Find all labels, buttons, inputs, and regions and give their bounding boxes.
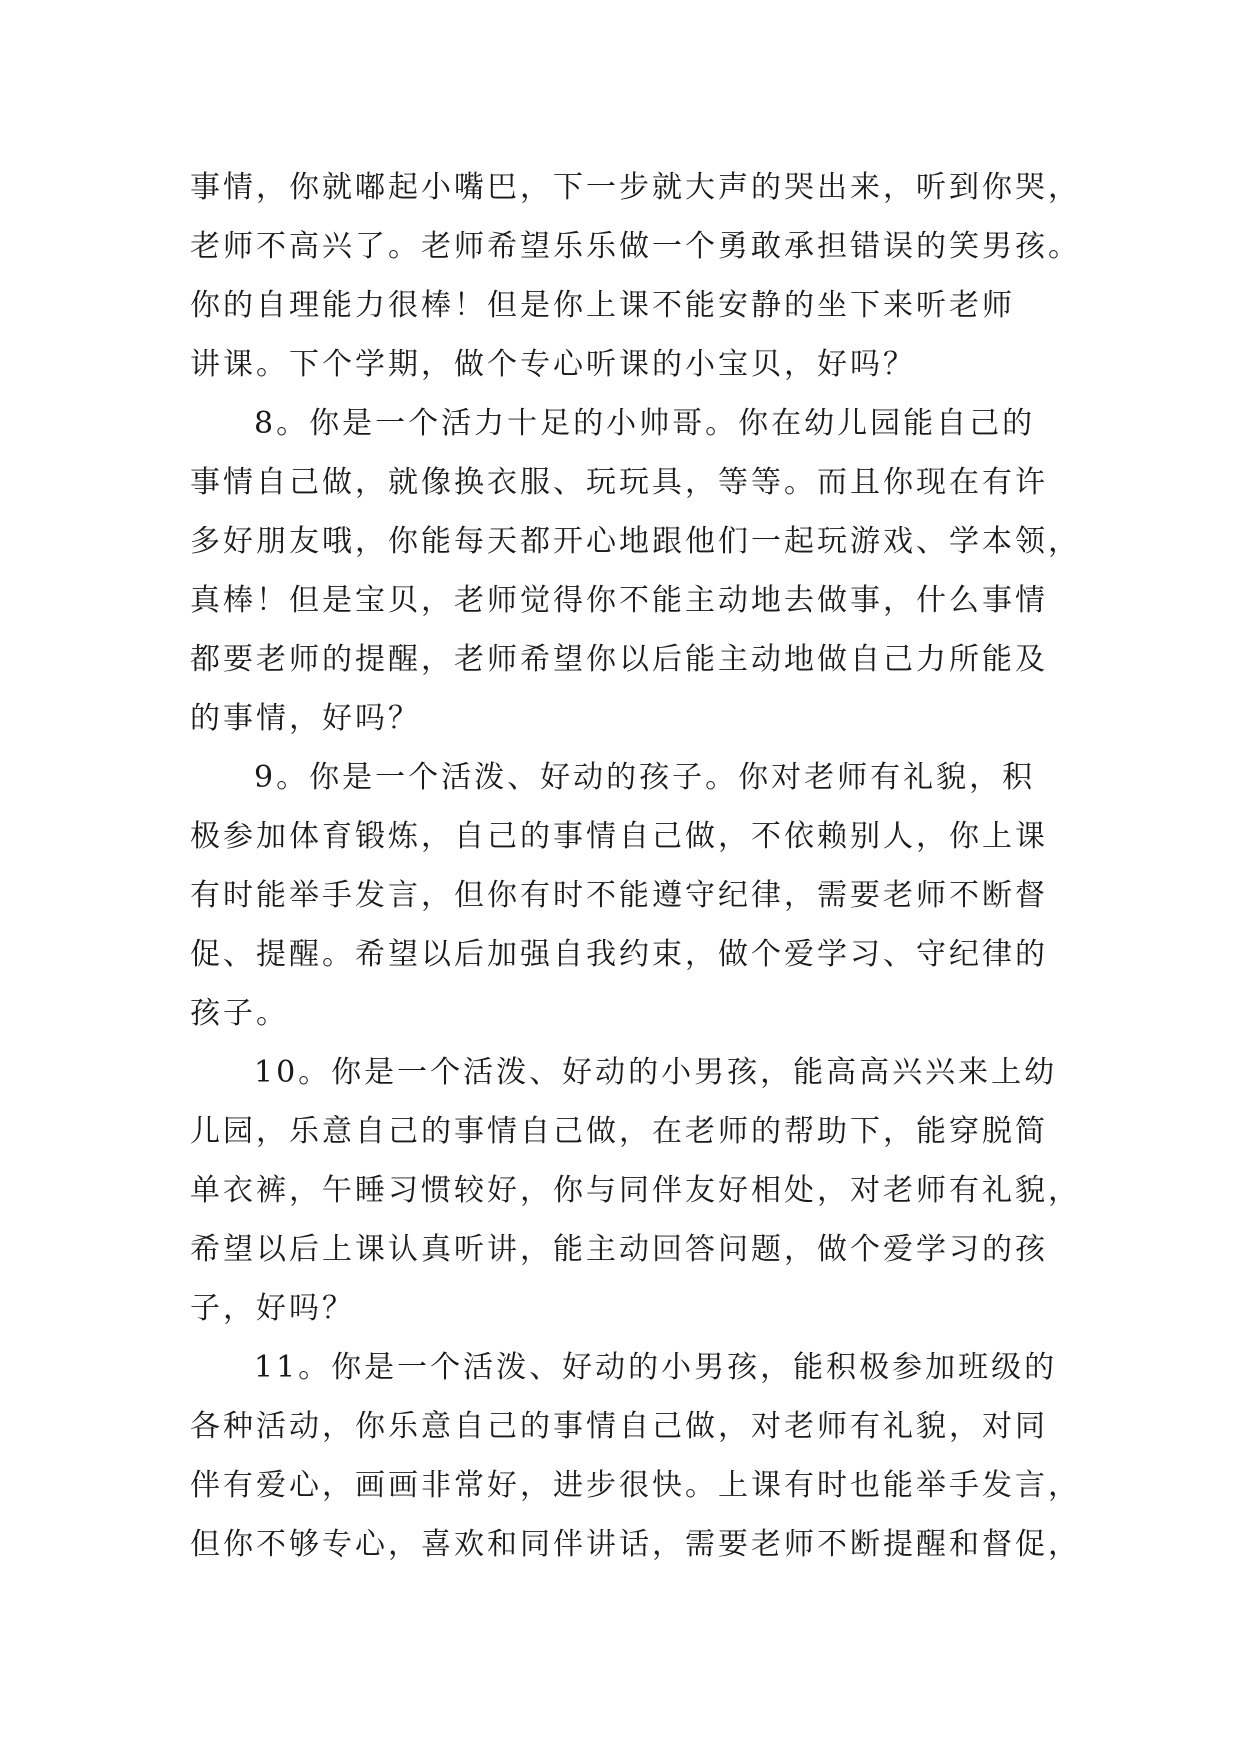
text-line: 8。你是一个活力十足的小帅哥。你在幼儿园能自己的 (254, 406, 1036, 441)
text-line: 极参加体育锻炼，自己的事情自己做，不依赖别人，你上课 (190, 819, 1048, 854)
text-line: 各种活动，你乐意自己的事情自己做，对老师有礼貌，对同 (190, 1409, 1048, 1444)
text-line: 子，好吗？ (190, 1291, 355, 1326)
text-line: 单衣裤，午睡习惯较好，你与同伴友好相处，对老师有礼貌， (190, 1173, 1081, 1208)
text-line: 多好朋友哦，你能每天都开心地跟他们一起玩游戏、学本领， (190, 524, 1081, 559)
text-line: 事情自己做，就像换衣服、玩玩具，等等。而且你现在有许 (190, 465, 1048, 500)
text-line: 儿园，乐意自己的事情自己做，在老师的帮助下，能穿脱简 (190, 1114, 1048, 1149)
text-line: 伴有爱心，画画非常好，进步很快。上课有时也能举手发言， (190, 1468, 1081, 1503)
text-line: 11。你是一个活泼、好动的小男孩，能积极参加班级的 (254, 1350, 1058, 1385)
text-line: 促、提醒。希望以后加强自我约束，做个爱学习、守纪律的 (190, 937, 1048, 972)
text-line: 孩子。 (190, 996, 289, 1031)
text-line: 但你不够专心，喜欢和同伴讲话，需要老师不断提醒和督促， (190, 1527, 1081, 1562)
text-line: 有时能举手发言，但你有时不能遵守纪律，需要老师不断督 (190, 878, 1048, 913)
text-line: 事情，你就嘟起小嘴巴，下一步就大声的哭出来，听到你哭， (190, 170, 1081, 205)
text-line: 真棒！但是宝贝，老师觉得你不能主动地去做事，什么事情 (190, 583, 1048, 618)
text-line: 的事情，好吗？ (190, 701, 421, 736)
text-line: 你的自理能力很棒！但是你上课不能安静的坐下来听老师 (190, 288, 1015, 323)
document-body (190, 158, 1090, 1574)
text-line: 10。你是一个活泼、好动的小男孩，能高高兴兴来上幼 (254, 1055, 1058, 1090)
text-line: 都要老师的提醒，老师希望你以后能主动地做自己力所能及 (190, 642, 1048, 677)
text-line: 讲课。下个学期，做个专心听课的小宝贝，好吗？ (190, 347, 916, 382)
text-line: 老师不高兴了。老师希望乐乐做一个勇敢承担错误的笑男孩。 (190, 229, 1081, 264)
text-line: 9。你是一个活泼、好动的孩子。你对老师有礼貌，积 (254, 760, 1036, 795)
text-line: 希望以后上课认真听讲，能主动回答问题，做个爱学习的孩 (190, 1232, 1048, 1267)
